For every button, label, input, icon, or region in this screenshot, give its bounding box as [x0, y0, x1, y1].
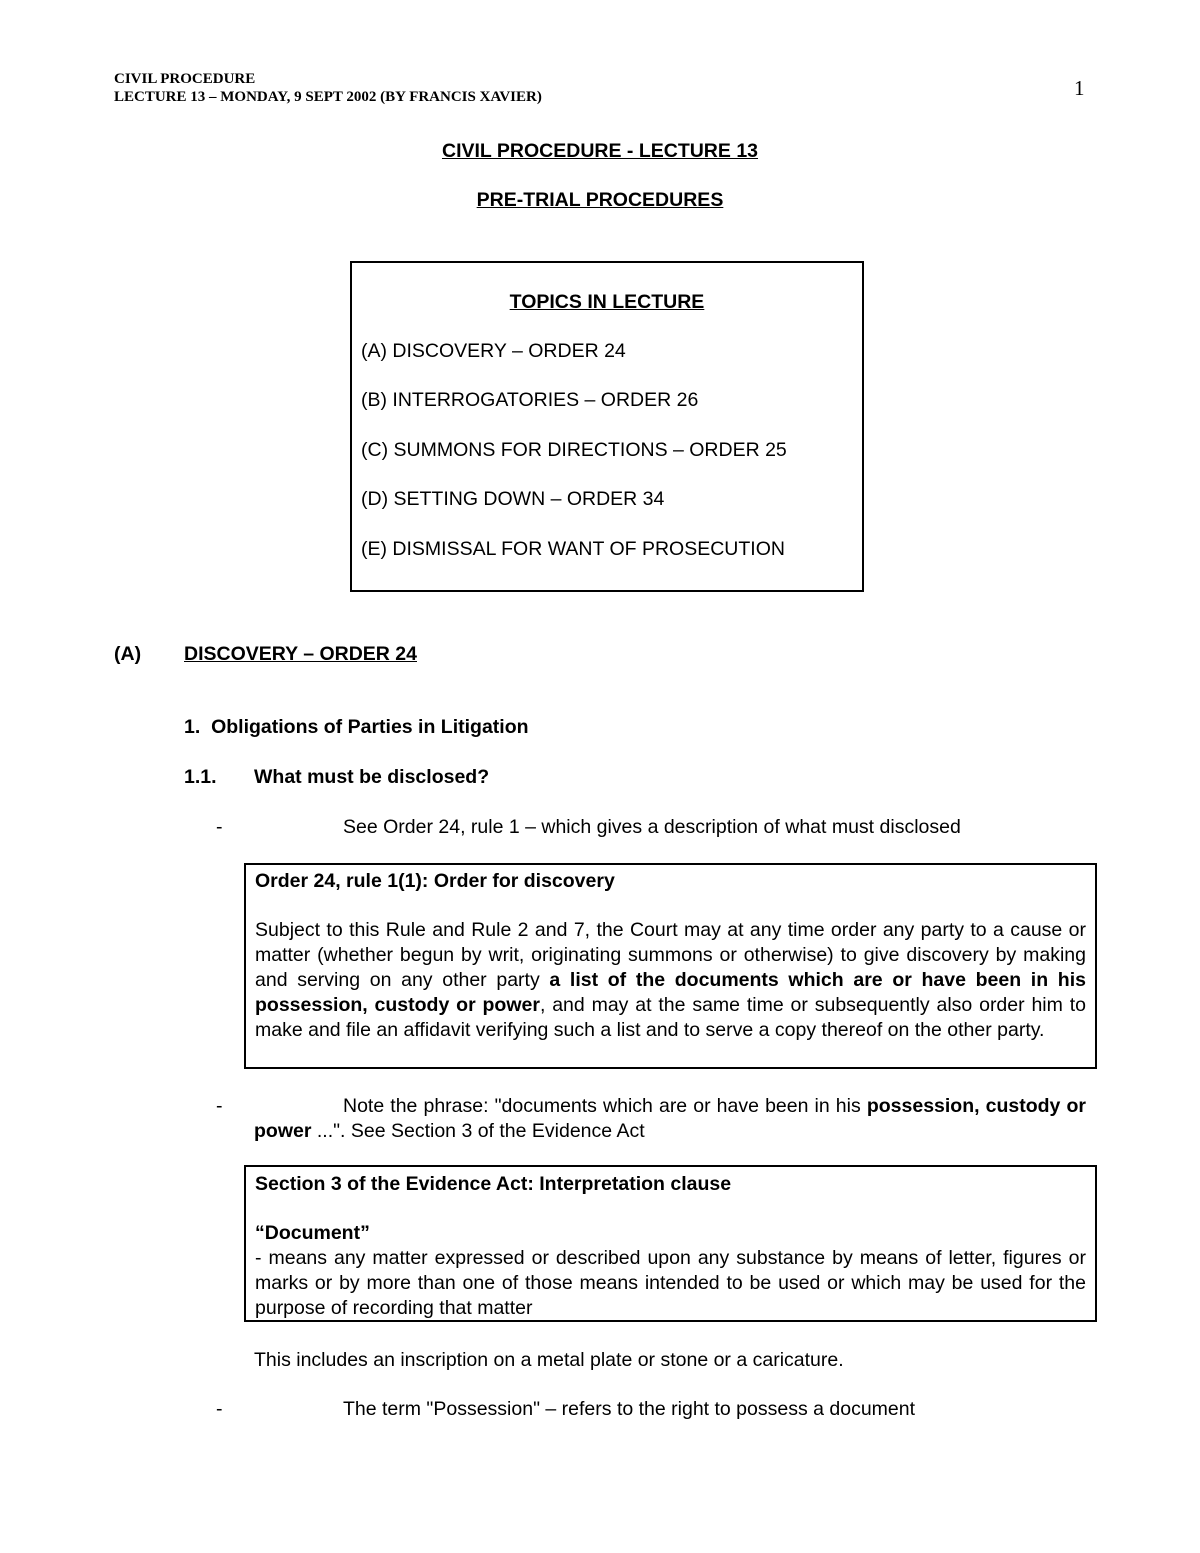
includes-text: This includes an inscription on a metal plate or stone or a caricature.: [254, 1349, 844, 1371]
document-subtitle: PRE-TRIAL PROCEDURES: [476, 189, 724, 211]
bullet-text: [254, 1094, 1086, 1144]
order-box-heading: Order 24, rule 1(1): Order for discovery: [255, 870, 615, 892]
topic-item: (D) SETTING DOWN – ORDER 34: [361, 488, 665, 510]
page-number: 1: [1074, 76, 1085, 100]
order-box-text: [255, 918, 1086, 1043]
bullet-dash: -: [216, 1398, 223, 1420]
bullet-dash: -: [216, 1095, 223, 1117]
topic-item: (C) SUMMONS FOR DIRECTIONS – ORDER 25: [361, 439, 787, 461]
bullet-text: See Order 24, rule 1 – which gives a description of what must disclosed: [343, 816, 961, 838]
evidence-box-term: “Document”: [255, 1222, 370, 1244]
subpoint-number: 1.1.: [184, 766, 217, 788]
evidence-box-heading: Section 3 of the Evidence Act: Interpretation clause: [255, 1173, 732, 1195]
topic-item: (B) INTERROGATORIES – ORDER 26: [361, 389, 699, 411]
subpoint-heading: What must be disclosed?: [254, 766, 490, 788]
header-line-2: LECTURE 13 – MONDAY, 9 SEPT 2002 (BY FRANCIS XAVIER): [114, 89, 542, 105]
bullet-dash: -: [216, 816, 223, 838]
point-heading: 1. Obligations of Parties in Litigation: [184, 716, 529, 738]
evidence-act-box: [244, 1165, 1097, 1322]
order-24-box: [244, 863, 1097, 1069]
note-text-2: ...". See Section 3 of the Evidence Act: [311, 1120, 645, 1142]
section-heading: DISCOVERY – ORDER 24: [184, 643, 417, 665]
order-text-1: Subject to this Rule and Rule 2 and 7, the Court may at any time order any party to a cause or matter (whether begun by writ, originating summons or otherwise) to give discovery by making and serving on any other party: [255, 919, 1086, 991]
document-title: CIVIL PROCEDURE - LECTURE 13: [441, 140, 759, 162]
running-header: [114, 70, 542, 106]
note-text-bold: possession, custody or power: [254, 1095, 1087, 1142]
topics-heading: TOPICS IN LECTURE: [509, 291, 705, 313]
header-line-1: CIVIL PROCEDURE: [114, 71, 256, 87]
note-text-1: Note the phrase: "documents which are or have been in his: [343, 1095, 867, 1117]
section-label: (A): [114, 643, 142, 665]
topics-box: [350, 261, 864, 592]
order-text-2: , and may at the same time or subsequently also order him to make and file an affidavit verifying such a list and to serve a copy thereof on the other party.: [255, 994, 1086, 1041]
topic-item: (A) DISCOVERY – ORDER 24: [361, 340, 626, 362]
order-text-bold: a list of the documents which are or have been in his possession, custody or power: [255, 969, 1086, 1016]
bullet-text: The term "Possession" – refers to the right to possess a document: [343, 1398, 916, 1420]
topic-item: (E) DISMISSAL FOR WANT OF PROSECUTION: [361, 538, 785, 560]
evidence-box-definition: - means any matter expressed or described upon any substance by means of letter, figures or marks or by more than one of those means intended to be used or which may be used for the purpose of recording that matter: [255, 1247, 1086, 1319]
